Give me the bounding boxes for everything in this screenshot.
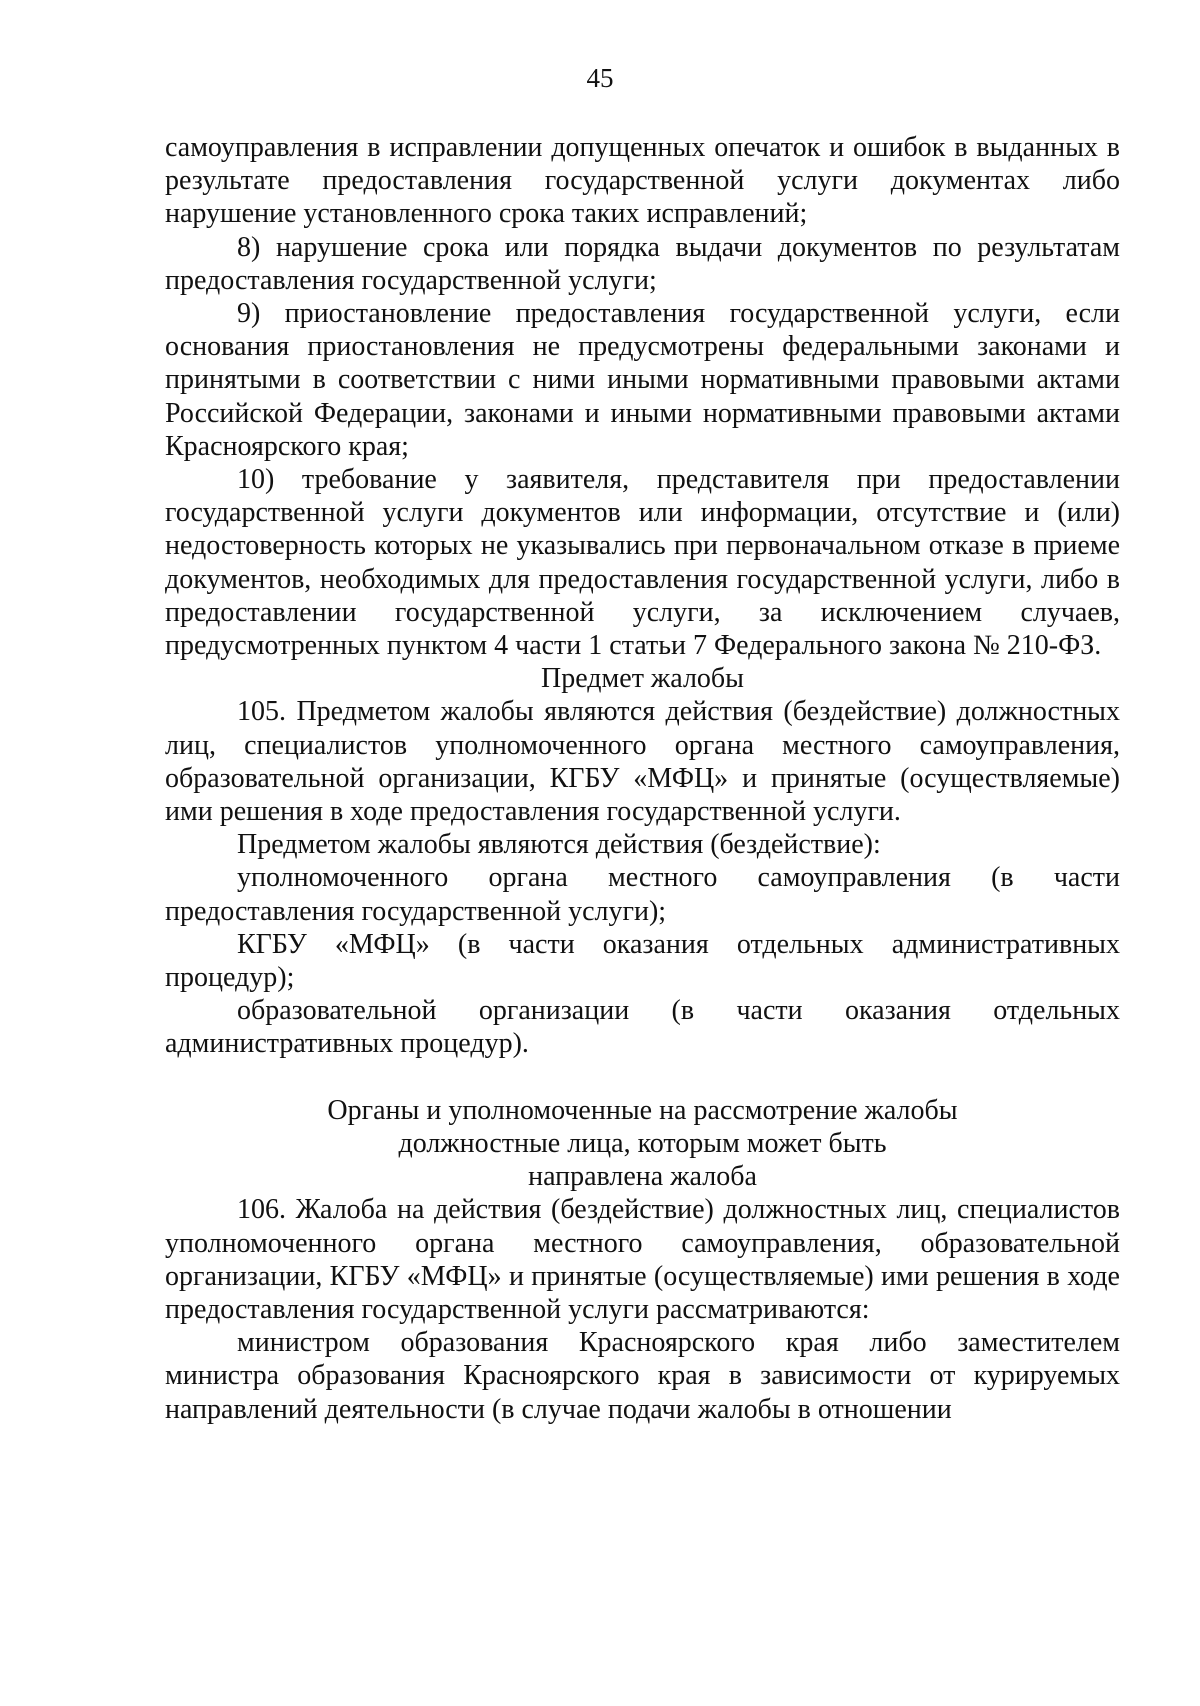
section-heading-line: направлена жалоба	[528, 1161, 757, 1193]
paragraph-subject-intro: Предметом жалобы являются действия (бездействие):	[237, 829, 881, 861]
paragraph-continuation: самоуправления в исправлении допущенных опечаток и ошибок в выданных в результате предоставления государственной услуги документах либо нарушение установленного срока таких исправлений;	[165, 132, 1120, 230]
paragraph-106: 106. Жалоба на действия (бездействие) должностных лиц, специалистов уполномоченного органа местного самоуправления, образовательной организации, КГБУ «МФЦ» и принятые (осуществляемые) ими решения в ходе предоставления государственной услуги рассматриваются:	[165, 1194, 1120, 1325]
document-body	[165, 131, 1120, 1426]
paragraph-minister: министром образования Красноярского края либо заместителем министра образования Красноярского края в зависимости от курируемых направлений деятельности (в случае подачи жалобы в отношении	[165, 1327, 1120, 1425]
paragraph-subject-mfc: КГБУ «МФЦ» (в части оказания отдельных административных процедур);	[165, 928, 1120, 994]
paragraph-item-8: 8) нарушение срока или порядка выдачи документов по результатам предоставления государственной услуги;	[165, 231, 1120, 296]
section-heading-line: Органы и уполномоченные на рассмотрение жалобы	[327, 1094, 958, 1126]
section-heading-review-bodies	[165, 1094, 1120, 1194]
paragraph-105: 105. Предметом жалобы являются действия (бездействие) должностных лиц, специалистов уполномоченного органа местного самоуправления, образовательной организации, КГБУ «МФЦ» и принятые (осуществляемые) ими решения в ходе предоставления государственной услуги.	[165, 696, 1120, 828]
section-heading-line: должностные лица, которым может быть	[398, 1127, 887, 1159]
page-number: 45	[586, 63, 614, 93]
paragraph-subject-organization: образовательной организации (в части оказания отдельных административных процедур).	[165, 995, 1120, 1060]
section-heading-complaint-subject: Предмет жалобы	[541, 663, 744, 695]
paragraph-item-9: 9) приостановление предоставления государственной услуги, если основания приостановления не предусмотрены федеральными законами и принятыми в соответствии с ними иными нормативными правовыми актами Российской Федерации, законами и иными нормативными правовыми актами Красноярского края;	[165, 298, 1120, 462]
paragraph-item-10: 10) требование у заявителя, представителя при предоставлении государственной услуги документов или информации, отсутствие и (или) недостоверность которых не указывались при первоначальном отказе в приеме документов, необходимых для предоставления государственной услуги, либо в предоставлении государственной услуги, за исключением случаев, предусмотренных пунктом 4 части 1 статьи 7 Федерального закона № 210-ФЗ.	[165, 464, 1120, 662]
paragraph-subject-authority: уполномоченного органа местного самоуправления (в части предоставления государственной услуги);	[165, 862, 1120, 927]
